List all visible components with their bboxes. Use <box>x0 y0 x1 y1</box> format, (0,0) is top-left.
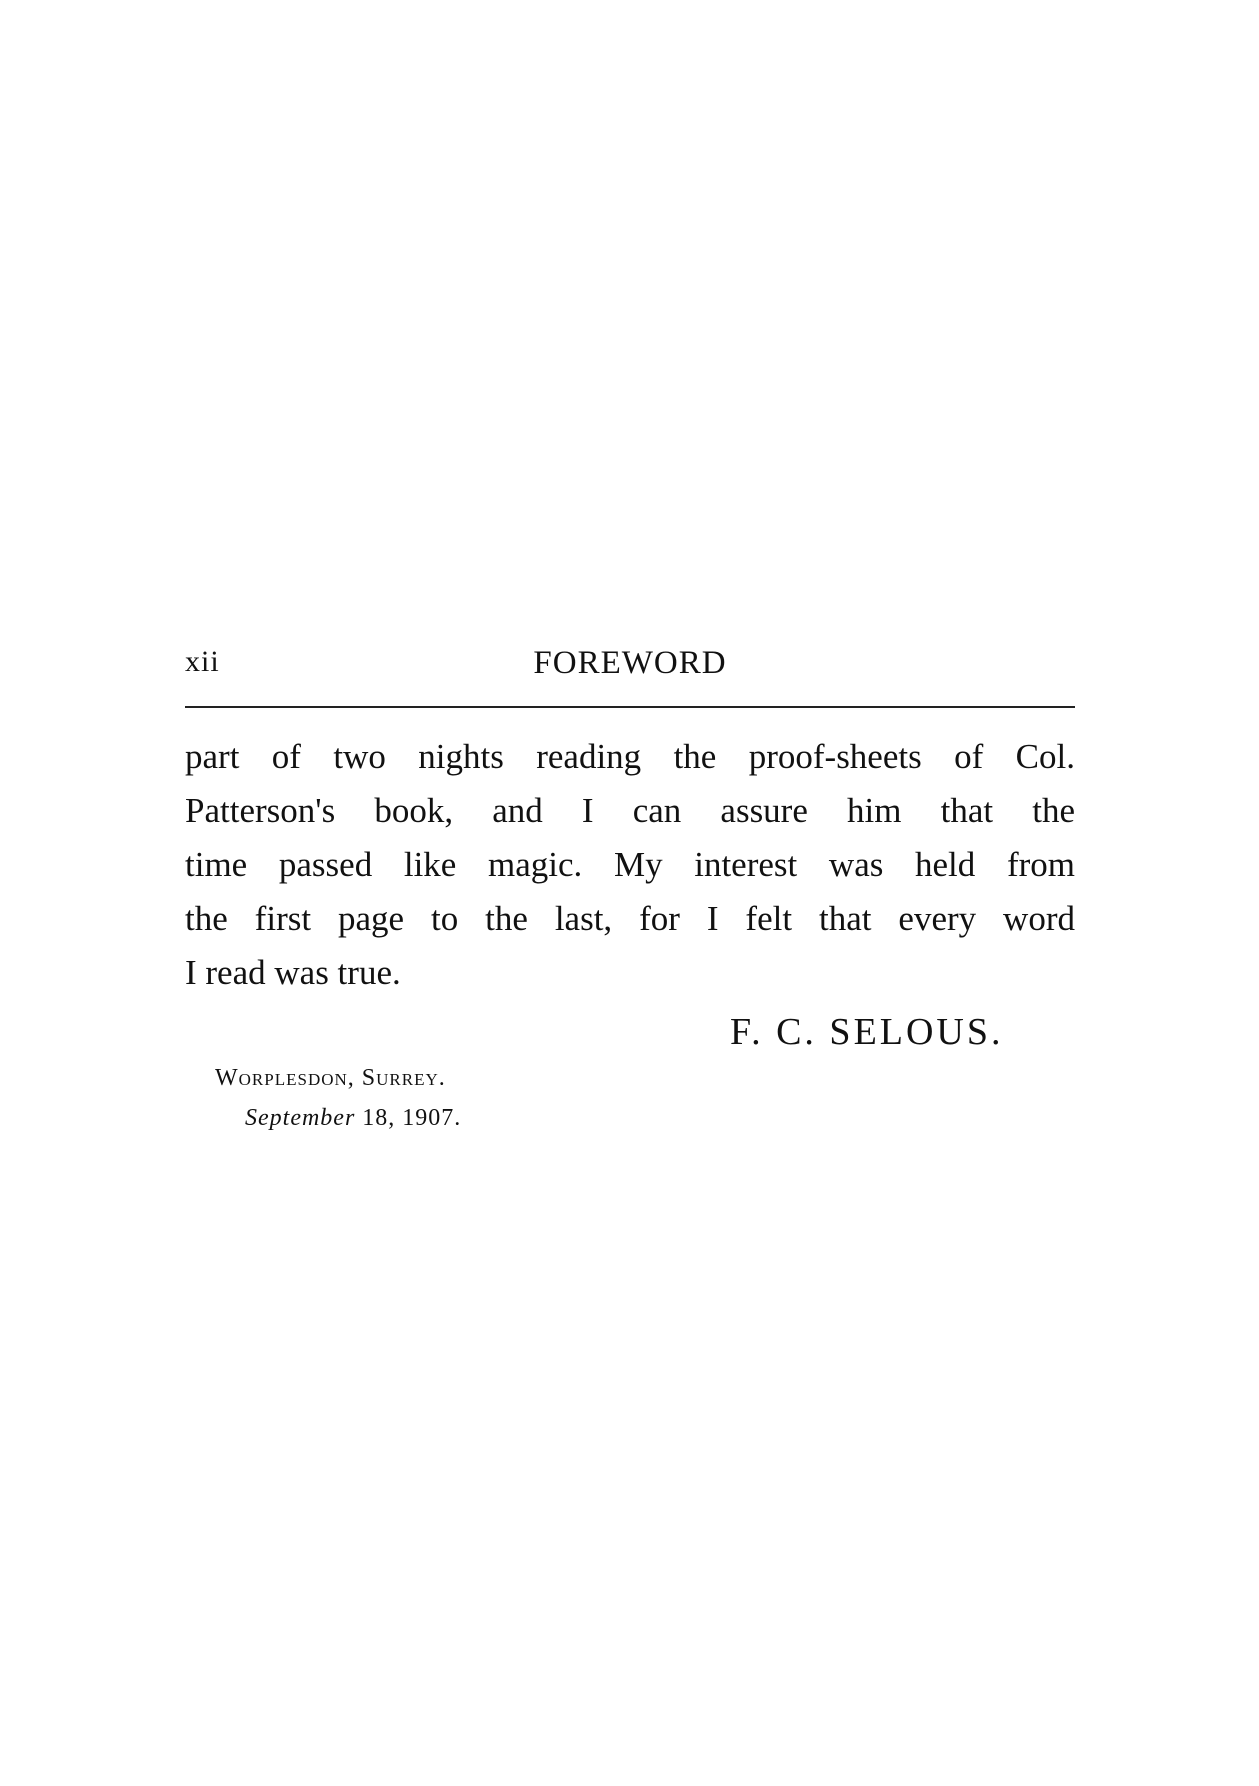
page-number: xii <box>185 645 220 678</box>
running-head <box>185 645 1075 685</box>
text-line: the first page to the last, for I felt that every word <box>185 899 1075 938</box>
author-signature: F. C. SELOUS. <box>730 1011 1004 1053</box>
running-title: FOREWORD <box>533 645 727 681</box>
text-line: time passed like magic. My interest was held from <box>185 845 1075 884</box>
closing-date-rest: 18, 1907. <box>355 1105 462 1131</box>
text-line: Patterson's book, and I can assure him that the <box>185 791 1075 830</box>
header-rule <box>185 706 1075 708</box>
closing-place: Worplesdon, Surrey. <box>215 1065 446 1091</box>
text-line: I read was true. <box>185 953 401 992</box>
closing-date <box>245 1105 461 1132</box>
closing-date-month: September <box>245 1105 356 1131</box>
body-text <box>185 730 1075 1000</box>
text-line: part of two nights reading the proof-sheets of Col. <box>185 737 1075 776</box>
